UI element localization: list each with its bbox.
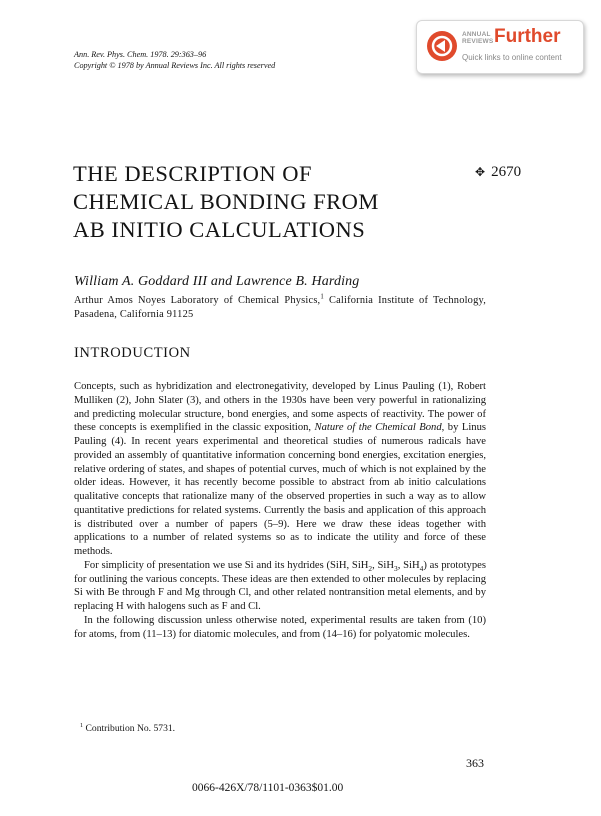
footnote	[80, 723, 175, 734]
price-code: 0066-426X/78/1101-0363$01.00	[192, 782, 344, 794]
body-text	[74, 380, 486, 641]
author-affiliation: Arthur Amos Noyes Laboratory of Chemical Physics,$^1$ California Institute of Technology, Pasadena, California 91125	[74, 293, 486, 320]
banner-annual-reviews-text: ANNUAL REVIEWS	[462, 31, 494, 45]
paragraph-2: For simplicity of presentation we use Si and its hydrides (SiH, SiH$_2$, SiH$_3$, SiH$_4$) as prototypes for outlining the various concepts. These ideas are then extended to other molecules by replacing Si with Be through F and Mg through Cl, and other related nontransition metal elements, and by replacing H with halogens such as F and Cl.	[74, 559, 486, 612]
title-line-3: AB INITIO CALCULATIONS	[73, 217, 366, 242]
banner-further-text: Further	[494, 26, 561, 47]
footnote-mark: 1	[80, 721, 84, 729]
journal-citation-block	[74, 49, 275, 71]
title-line-2: CHEMICAL BONDING FROM	[73, 189, 379, 214]
article-code	[475, 164, 521, 181]
section-heading: INTRODUCTION	[74, 345, 191, 361]
paragraph-1: Concepts, such as hybridization and electronegativity, developed by Linus Pauling (1), Robert Mulliken (2), John Slater (3), and others in the 1930s have been very powerful in rationalizing and predicting molecular structure, bond energies, and some aspects of reactivity. The power of these concepts is exemplified in the classic exposition, Nature of the Chemical Bond, by Linus Pauling (4). In recent years experimental and theoretical studies of numerous radicals have provided an assembly of quantitative information concerning bond energies, excitation energies, relative ordering of states, and shapes of potential curves, much of which is not explained by the older ideas. However, it has recently become possible to abstract from ab initio calculations qualitative concepts that rationalize many of the observed properties in such a way as to allow quantitative predictions for related systems. Currently the basis and application of this approach is distributed over a number of papers (5–9). Here we draw these ideas together with applications to a number of related systems so as to indicate the utility and force of these methods.	[74, 381, 486, 557]
further-links-banner[interactable]	[416, 20, 584, 74]
footnote-text: Contribution No. 5731.	[83, 723, 176, 734]
paragraph-3: In the following discussion unless otherwise noted, experimental results are taken from (10) for atoms, from (11–13) for diatomic molecules, and from (14–16) for polyatomic molecules.	[74, 614, 486, 640]
journal-citation: Ann. Rev. Phys. Chem. 1978. 29:363–96	[74, 50, 207, 59]
page-number: 363	[466, 756, 484, 770]
banner-subtitle: Quick links to online content	[462, 53, 562, 62]
cross-ornament-icon: ✥	[475, 165, 486, 179]
journal-copyright: Copyright © 1978 by Annual Reviews Inc. All rights reserved	[74, 61, 276, 70]
article-title	[73, 160, 453, 244]
annual-reviews-logo-icon	[426, 30, 458, 62]
affiliation-footnote-mark: 1	[320, 293, 324, 301]
article-authors: William A. Goddard III and Lawrence B. Harding	[74, 274, 360, 289]
article-code-number: 2670	[491, 164, 522, 180]
title-line-1: THE DESCRIPTION OF	[73, 161, 313, 186]
